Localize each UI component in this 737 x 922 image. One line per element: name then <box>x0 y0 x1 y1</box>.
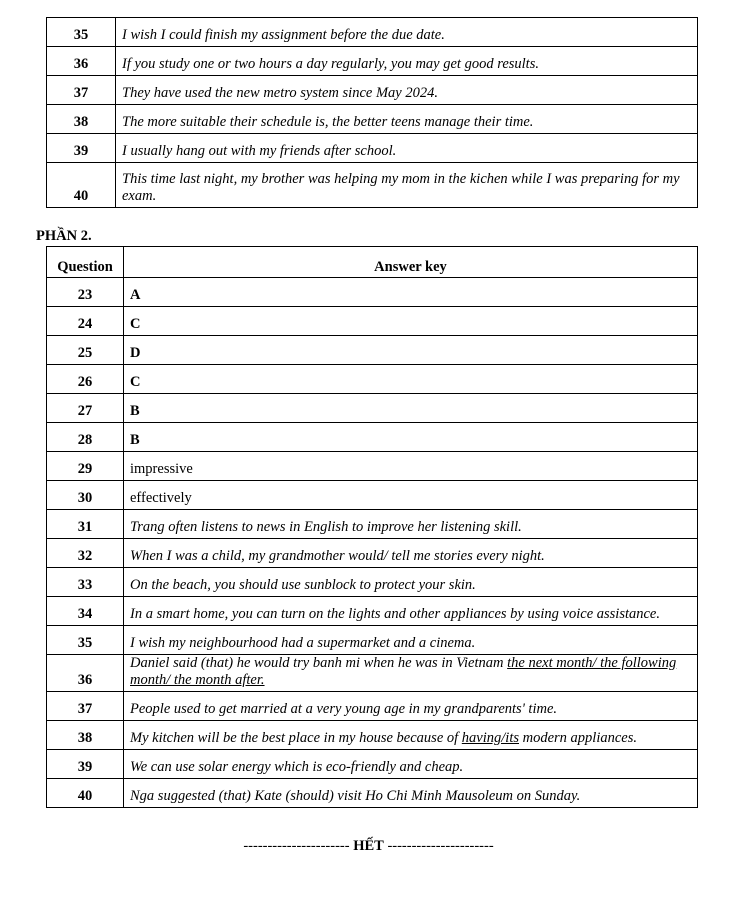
table-row <box>47 539 698 568</box>
underlined-answer: having/its <box>461 730 519 746</box>
answer-text: I wish my neighbourhood had a supermarket and a cinema. <box>124 626 698 655</box>
question-number: 38 <box>47 721 124 750</box>
answer-text: D <box>124 336 698 365</box>
question-number: 36 <box>47 47 116 76</box>
table-row <box>47 278 698 307</box>
table-row <box>47 336 698 365</box>
table-row <box>47 47 698 76</box>
answer-text: This time last night, my brother was helping my mom in the kichen while I was preparing for my exam. <box>116 163 698 208</box>
table-row <box>47 626 698 655</box>
table-header-row <box>47 247 698 278</box>
answer-text: On the beach, you should use sunblock to protect your skin. <box>124 568 698 597</box>
answer-text: I wish I could finish my assignment before the due date. <box>116 18 698 47</box>
answer-text: In a smart home, you can turn on the lights and other appliances by using voice assistance. <box>124 597 698 626</box>
table-row <box>47 163 698 208</box>
table-row <box>47 76 698 105</box>
question-number: 37 <box>47 692 124 721</box>
table-row <box>47 655 698 692</box>
question-number: 25 <box>47 336 124 365</box>
column-header-question: Question <box>47 247 124 278</box>
question-number: 35 <box>47 18 116 47</box>
answer-text: effectively <box>124 481 698 510</box>
question-number: 37 <box>47 76 116 105</box>
question-number: 38 <box>47 105 116 134</box>
answer-text <box>124 655 698 692</box>
table-row <box>47 721 698 750</box>
question-number: 28 <box>47 423 124 452</box>
answer-table-part2 <box>46 246 698 808</box>
answer-text: Nga suggested (that) Kate (should) visit Ho Chi Minh Mausoleum on Sunday. <box>124 779 698 808</box>
question-number: 26 <box>47 365 124 394</box>
table-row <box>47 423 698 452</box>
end-marker <box>0 838 737 855</box>
table-row <box>47 307 698 336</box>
answer-text: When I was a child, my grandmother would/ tell me stories every night. <box>124 539 698 568</box>
table-row <box>47 568 698 597</box>
table-row <box>47 750 698 779</box>
answer-text: I usually hang out with my friends after school. <box>116 134 698 163</box>
answer-text: impressive <box>124 452 698 481</box>
underlined-answer: the next month/ the following month/ the month after. <box>130 655 677 688</box>
answer-text: C <box>124 365 698 394</box>
question-number: 27 <box>47 394 124 423</box>
table-row <box>47 452 698 481</box>
question-number: 23 <box>47 278 124 307</box>
table-row <box>47 365 698 394</box>
answer-text <box>124 721 698 750</box>
table-row <box>47 510 698 539</box>
table-row <box>47 394 698 423</box>
answer-text-part: modern appliances. <box>519 730 637 746</box>
answer-text: The more suitable their schedule is, the better teens manage their time. <box>116 105 698 134</box>
answer-table-part1 <box>46 17 698 208</box>
question-number: 30 <box>47 481 124 510</box>
answer-text: B <box>124 423 698 452</box>
answer-text: We can use solar energy which is eco-friendly and cheap. <box>124 750 698 779</box>
question-number: 39 <box>47 750 124 779</box>
answer-text: If you study one or two hours a day regularly, you may get good results. <box>116 47 698 76</box>
question-number: 40 <box>47 163 116 208</box>
answer-text-part: Daniel said (that) he would try banh mi when he was in Vietnam <box>130 655 508 671</box>
answer-text: They have used the new metro system since May 2024. <box>116 76 698 105</box>
dashes-left: ---------------------- <box>243 838 350 854</box>
answer-text: Trang often listens to news in English to improve her listening skill. <box>124 510 698 539</box>
column-header-answer: Answer key <box>124 247 698 278</box>
answer-text: C <box>124 307 698 336</box>
table-row <box>47 692 698 721</box>
question-number: 35 <box>47 626 124 655</box>
section-title: PHẦN 2. <box>36 228 92 244</box>
question-number: 32 <box>47 539 124 568</box>
question-number: 24 <box>47 307 124 336</box>
table-row <box>47 481 698 510</box>
table-row <box>47 105 698 134</box>
table-row <box>47 18 698 47</box>
question-number: 39 <box>47 134 116 163</box>
end-word: HẾT <box>353 838 384 854</box>
question-number: 34 <box>47 597 124 626</box>
answer-text-part: My kitchen will be the best place in my house because of <box>130 730 462 746</box>
question-number: 31 <box>47 510 124 539</box>
answer-text: People used to get married at a very young age in my grandparents' time. <box>124 692 698 721</box>
dashes-right: ---------------------- <box>387 838 494 854</box>
question-number: 29 <box>47 452 124 481</box>
question-number: 33 <box>47 568 124 597</box>
table-row <box>47 134 698 163</box>
answer-text: B <box>124 394 698 423</box>
question-number: 36 <box>47 655 124 692</box>
table-row <box>47 779 698 808</box>
question-number: 40 <box>47 779 124 808</box>
table-row <box>47 597 698 626</box>
answer-text: A <box>124 278 698 307</box>
